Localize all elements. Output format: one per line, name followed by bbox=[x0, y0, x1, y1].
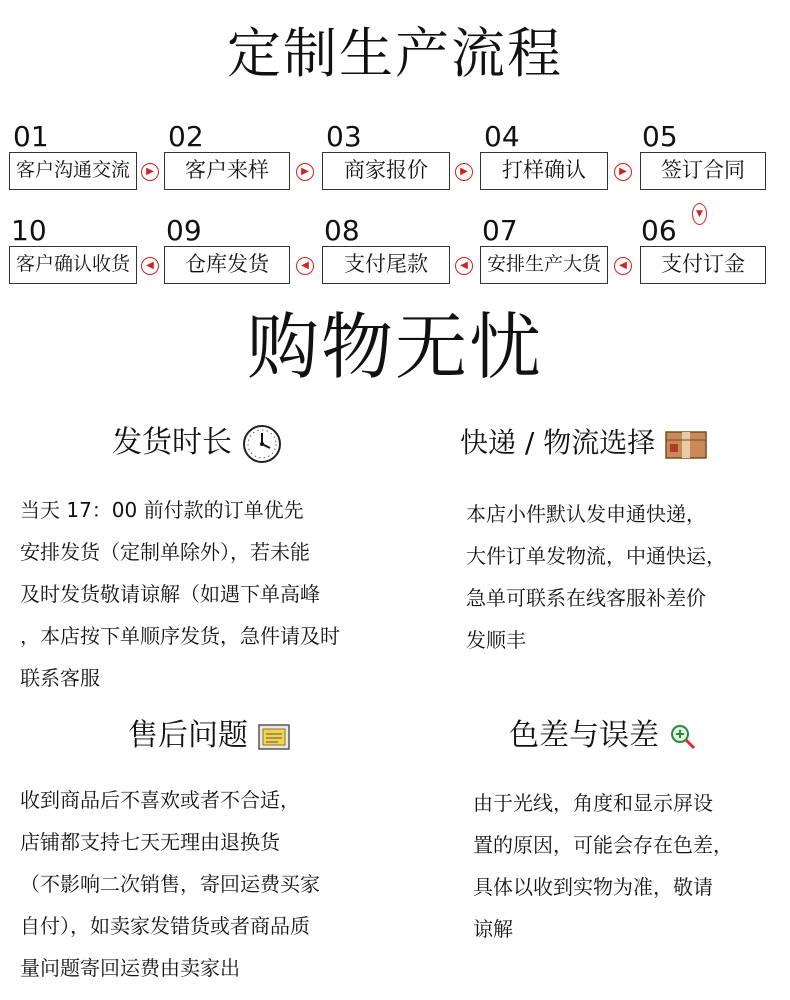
arrow-right-icon: ▶ bbox=[296, 163, 314, 181]
courier-body: 本店小件默认发申通快递， 大件订单发物流，中通快运， 急单可联系在线客服补差价 发顺丰 bbox=[466, 502, 726, 652]
step-box: 客户确认收货 bbox=[9, 246, 137, 284]
magnifier-icon bbox=[669, 723, 697, 751]
step-number: 10 bbox=[11, 214, 47, 247]
step-number: 03 bbox=[326, 120, 362, 153]
step-number: 05 bbox=[642, 120, 678, 153]
step-box: 商家报价 bbox=[322, 152, 450, 190]
step-box: 安排生产大货 bbox=[480, 246, 608, 284]
step-box: 客户来样 bbox=[164, 152, 290, 190]
step-box: 签订合同 bbox=[640, 152, 766, 190]
after-sales-body: 收到商品后不喜欢或者不合适， 店铺都支持七天无理由退换货 （不影响二次销售，寄回运费买家 自付），如卖家发错货或者商品质 量问题寄回运费由卖家出 bbox=[20, 788, 320, 980]
color-diff-body: 由于光线，角度和显示屏设 置的原因，可能会存在色差， 具体以收到实物为准，敬请 谅解 bbox=[473, 791, 733, 941]
step-box: 支付尾款 bbox=[322, 246, 450, 284]
clock-icon bbox=[242, 424, 282, 464]
after-sales-heading-text: 售后问题 bbox=[128, 718, 248, 753]
courier-heading-text: 快递 / 物流选择 bbox=[460, 426, 656, 459]
arrow-down-icon: ▼ bbox=[692, 203, 707, 225]
step-number: 08 bbox=[324, 214, 360, 247]
arrow-right-icon: ▶ bbox=[141, 163, 159, 181]
step-number: 01 bbox=[13, 120, 49, 153]
step-box: 支付订金 bbox=[640, 246, 766, 284]
courier-heading bbox=[460, 423, 708, 463]
arrow-left-icon: ◀ bbox=[614, 257, 632, 275]
after-sales-heading bbox=[128, 716, 290, 756]
arrow-right-icon: ▶ bbox=[614, 163, 632, 181]
step-number: 02 bbox=[168, 120, 204, 153]
arrow-right-icon: ▶ bbox=[455, 163, 473, 181]
certificate-icon bbox=[258, 723, 290, 751]
color-diff-heading-text: 色差与误差 bbox=[509, 718, 659, 753]
package-icon bbox=[664, 428, 708, 460]
process-title: 定制生产流程 bbox=[227, 22, 563, 85]
step-number: 09 bbox=[166, 214, 202, 247]
shipping-time-body: 当天 17：00 前付款的订单优先 安排发货（定制单除外），若未能 及时发货敬请谅解（如遇下单高峰 ，本店按下单顺序发货，急件请及时 联系客服 bbox=[20, 498, 340, 690]
worry-free-title: 购物无忧 bbox=[246, 305, 543, 389]
step-number: 07 bbox=[482, 214, 518, 247]
step-number: 06 bbox=[641, 214, 677, 247]
arrow-left-icon: ◀ bbox=[141, 257, 159, 275]
arrow-left-icon: ◀ bbox=[455, 257, 473, 275]
arrow-left-icon: ◀ bbox=[296, 257, 314, 275]
step-box: 打样确认 bbox=[480, 152, 608, 190]
step-box: 客户沟通交流 bbox=[9, 152, 137, 190]
step-number: 04 bbox=[484, 120, 520, 153]
step-box: 仓库发货 bbox=[164, 246, 290, 284]
shipping-time-heading bbox=[112, 423, 282, 464]
color-diff-heading bbox=[509, 716, 697, 756]
shipping-time-heading-text: 发货时长 bbox=[112, 425, 232, 460]
